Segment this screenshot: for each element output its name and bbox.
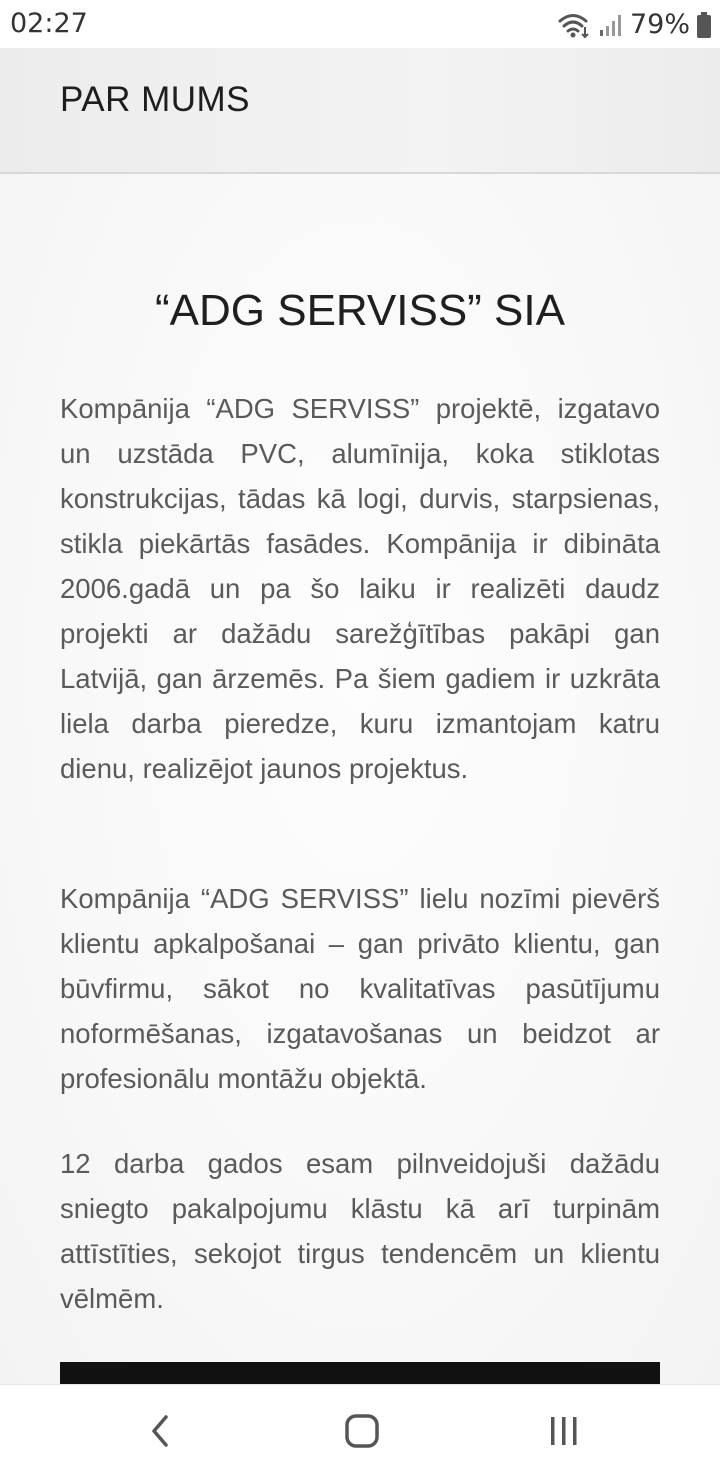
company-heading: “ADG SERVISS” SIA bbox=[155, 286, 565, 335]
recent-apps-button[interactable] bbox=[534, 1403, 594, 1463]
system-nav-bar bbox=[0, 1384, 720, 1481]
wifi-icon bbox=[558, 11, 592, 39]
back-button[interactable] bbox=[130, 1403, 190, 1463]
page-title: PAR MUMS bbox=[60, 80, 251, 119]
home-icon bbox=[344, 1413, 380, 1454]
about-paragraph: Kompānija “ADG SERVISS” lielu nozīmi pievērš klientu apkalpošanai – gan privāto klientu, gan būvfirmu, sākot no kvalitatīvas pasūtījumu noformēšanas, izgatavošanas un beidzot ar profesionālu montāžu objektā. bbox=[60, 883, 660, 1094]
page-header bbox=[0, 48, 720, 174]
status-bar bbox=[0, 0, 720, 48]
battery-percent: 79% bbox=[629, 9, 690, 40]
status-time: 02:27 bbox=[10, 8, 88, 39]
battery-icon bbox=[696, 11, 712, 39]
video-embed[interactable] bbox=[60, 1362, 660, 1384]
about-content[interactable] bbox=[0, 174, 720, 1384]
home-button[interactable] bbox=[332, 1403, 392, 1463]
signal-icon bbox=[598, 12, 624, 38]
status-indicators bbox=[558, 9, 712, 40]
recent-apps-icon bbox=[547, 1414, 581, 1453]
about-paragraph: Kompānija “ADG SERVISS” projektē, izgatavo un uzstāda PVC, alumīnija, koka stiklotas konstrukcijas, tādas kā logi, durvis, starpsienas, stikla piekārtās fasādes. Kompānija ir dibināta 2006.gadā un pa šo laiku ir realizēti daudz projekti ar dažādu sarežģītības pakāpi gan Latvijā, gan ārzemēs. Pa šiem gadiem ir uzkrāta liela darba pieredze, kuru izmantojam katru dienu, realizējot jaunos projektus. bbox=[60, 393, 660, 784]
back-icon bbox=[148, 1413, 172, 1454]
about-paragraph: 12 darba gados esam pilnveidojuši dažādu sniegto pakalpojumu klāstu kā arī turpinām attīstīties, sekojot tirgus tendencēm un klientu vēlmēm. bbox=[60, 1148, 660, 1314]
